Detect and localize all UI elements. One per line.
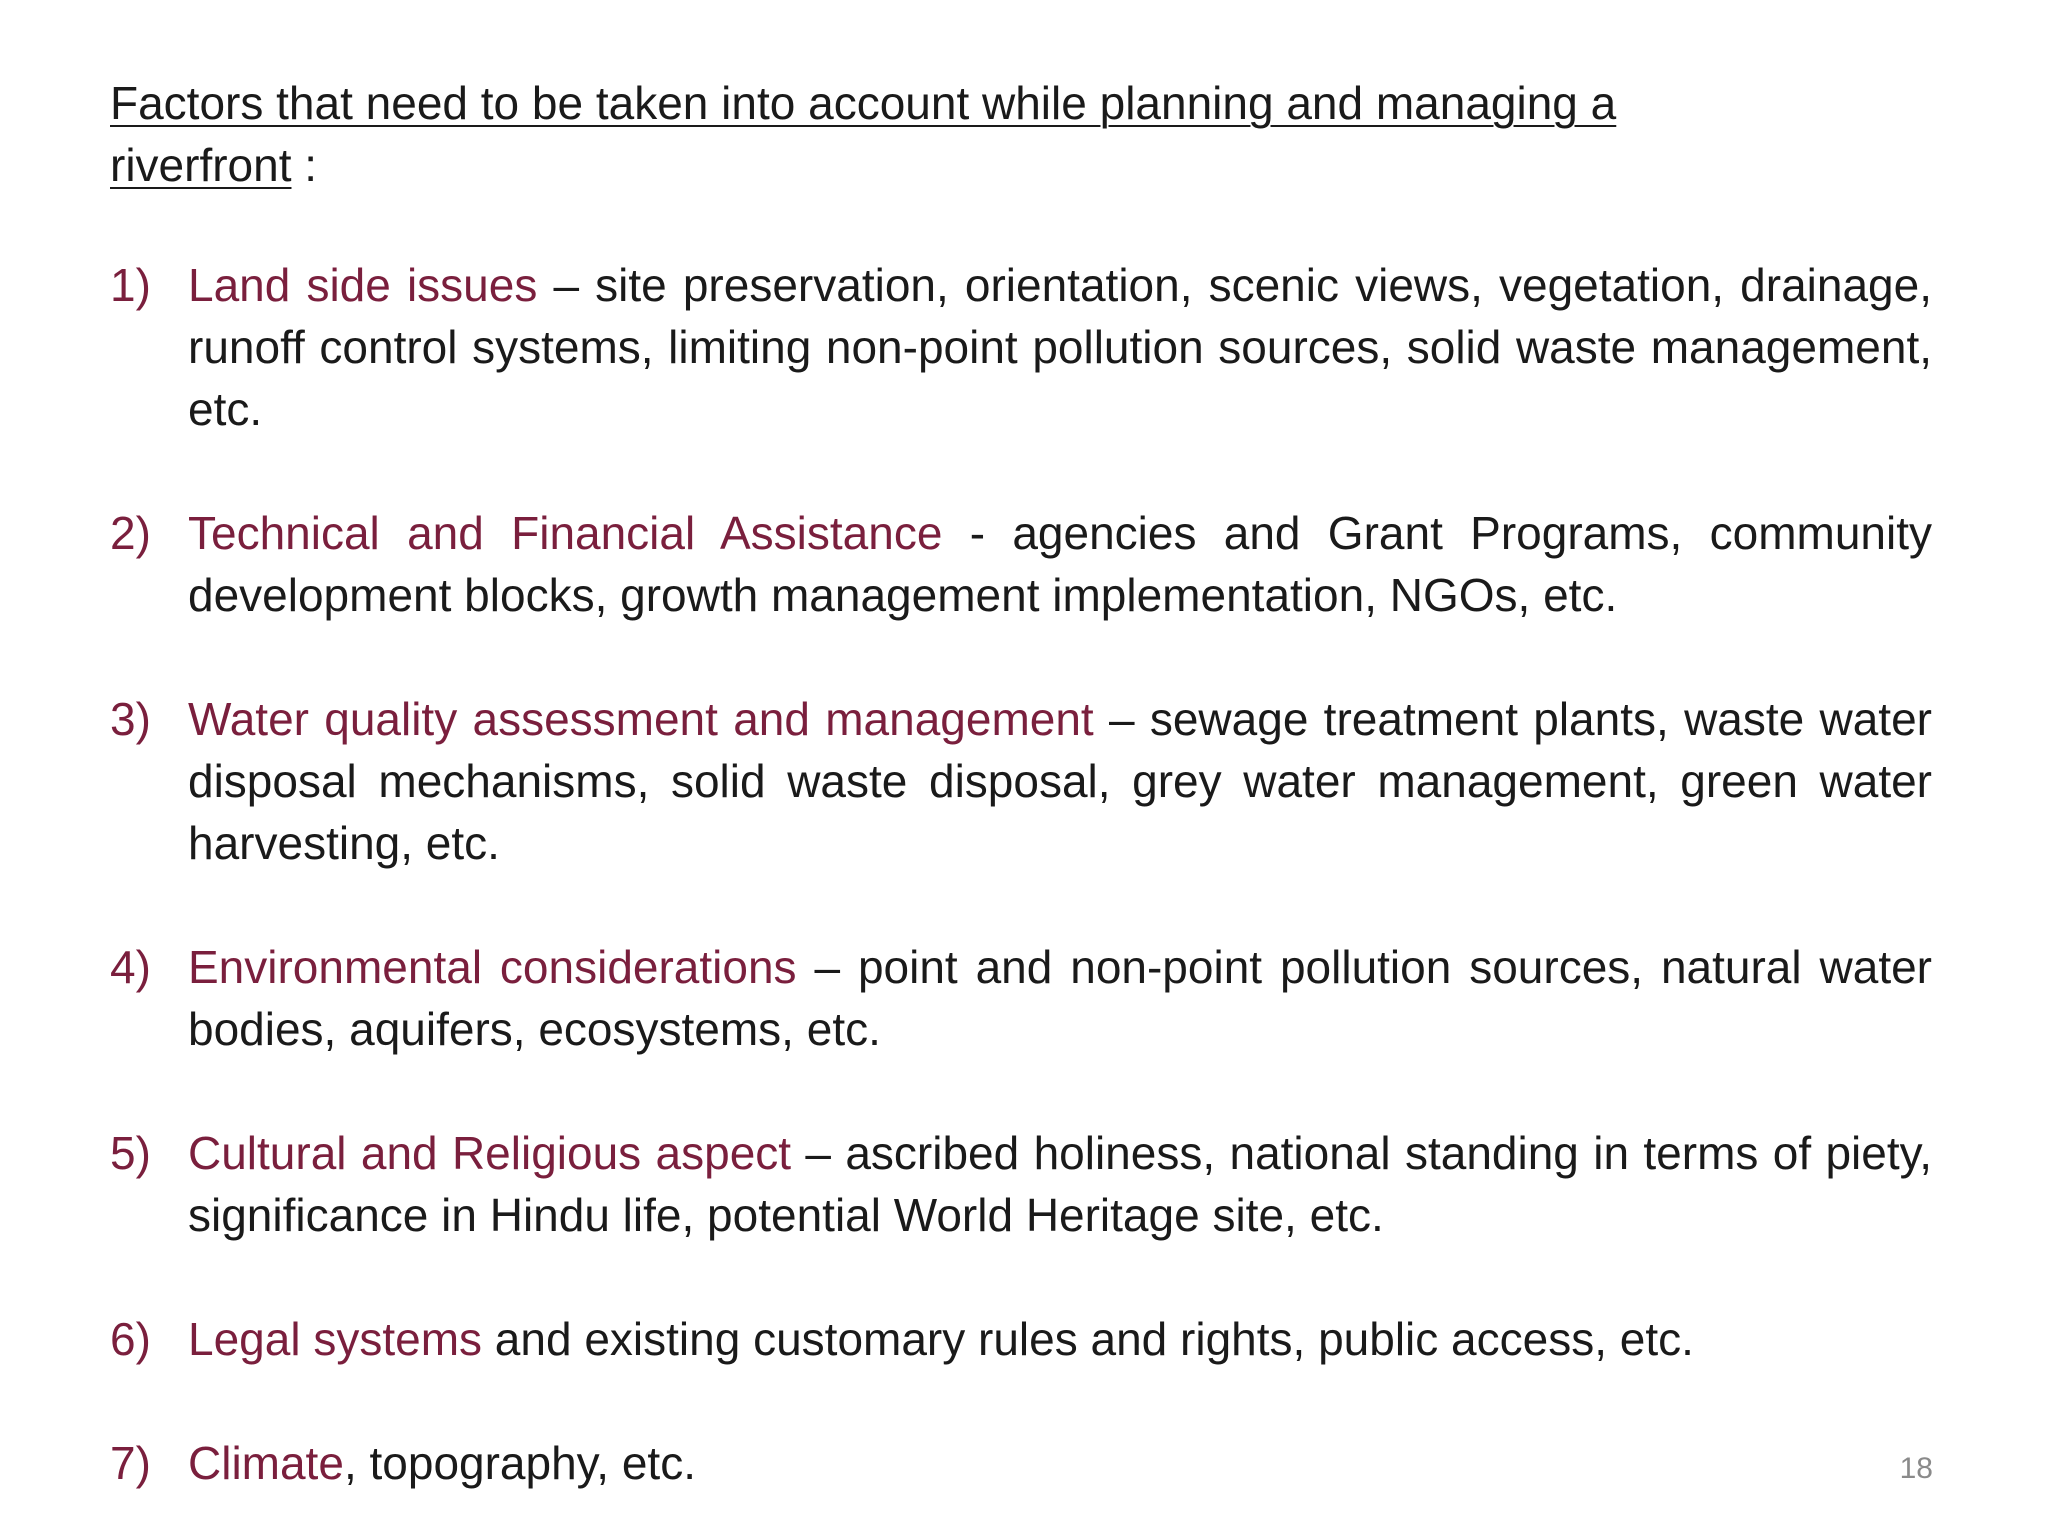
list-item (110, 1308, 1932, 1370)
item-number: 3) (110, 693, 151, 745)
list-item (110, 1432, 1932, 1494)
item-term: Water quality assessment and management (188, 693, 1094, 745)
item-number: 7) (110, 1437, 151, 1489)
item-text: , topography, etc. (343, 1437, 696, 1489)
item-text: and existing customary rules and rights, public access, etc. (482, 1313, 1694, 1365)
item-text: – sewage treatment plants, waste water disposal mechanisms, solid waste disposal, grey water management, green water harvesting, etc. (188, 693, 1932, 869)
item-term: Legal systems (188, 1313, 483, 1365)
item-term: Land side issues (188, 259, 538, 311)
item-number: 5) (110, 1127, 151, 1179)
heading-suffix: : (291, 139, 318, 191)
page-number: 18 (1899, 1452, 1933, 1485)
item-text: – site preservation, orientation, scenic views, vegetation, drainage, runoff control systems, limiting non-point pollution sources, solid waste management, etc. (188, 259, 1933, 435)
slide-heading (110, 72, 1810, 196)
item-text: - agencies and Grant Programs, community development blocks, growth management implementation, NGOs, etc. (188, 507, 1933, 621)
item-text: – ascribed holiness, national standing in terms of piety, significance in Hindu life, potential World Heritage site, etc. (188, 1127, 1932, 1241)
list-item (110, 254, 1932, 440)
heading-text: Factors that need to be taken into account while planning and managing a riverfront (110, 77, 1617, 191)
item-term: Climate (188, 1437, 344, 1489)
item-number: 2) (110, 507, 151, 559)
list-item (110, 688, 1932, 874)
list-item (110, 502, 1932, 626)
item-term: Environmental considerations (188, 941, 797, 993)
list-item (110, 1122, 1932, 1246)
item-term: Technical and Financial Assistance (188, 507, 943, 559)
item-number: 4) (110, 941, 151, 993)
item-text: – point and non-point pollution sources, natural water bodies, aquifers, ecosystems, etc. (188, 941, 1932, 1055)
factor-list (110, 254, 1932, 1494)
item-term: Cultural and Religious aspect (188, 1127, 792, 1179)
item-number: 6) (110, 1313, 151, 1365)
list-item (110, 936, 1932, 1060)
item-number: 1) (110, 259, 151, 311)
